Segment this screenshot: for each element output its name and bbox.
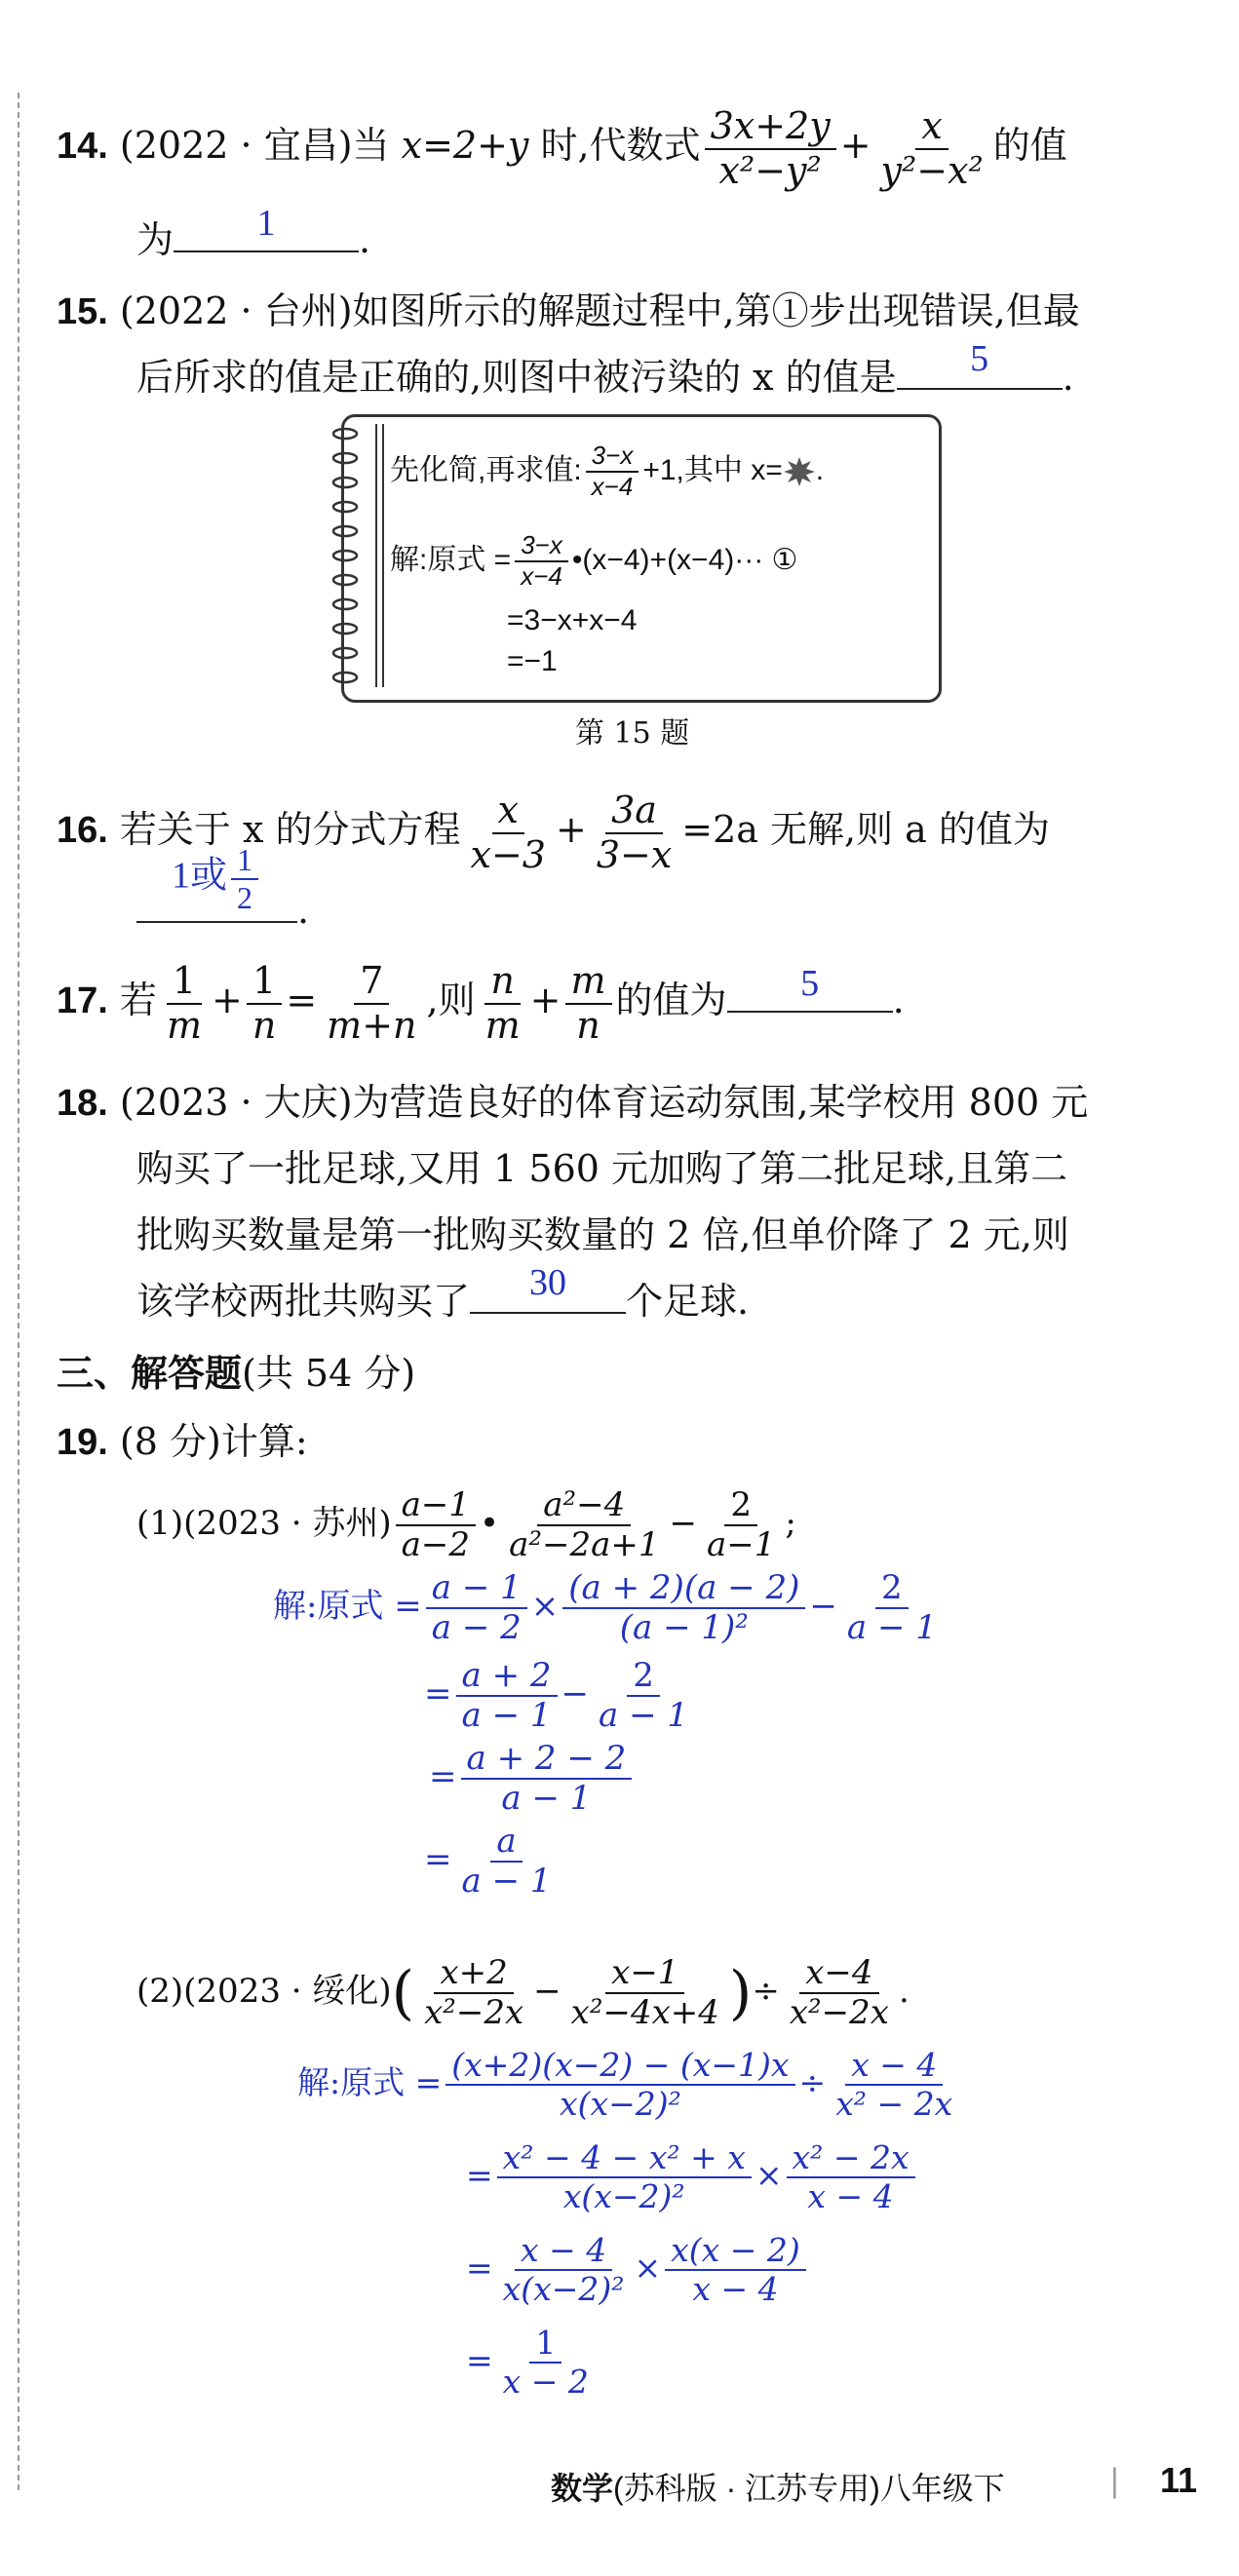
q14-condition: x=2+y	[401, 124, 529, 168]
question-number: 19.	[57, 1422, 108, 1463]
question-19	[57, 1411, 308, 1465]
q15-line2: 后所求的值是正确的,则图中被污染的 x 的值是 5 .	[136, 338, 1074, 399]
q14-text: 当	[352, 124, 390, 168]
answer-text: 1或 $\frac{1}{2}$	[136, 842, 297, 916]
q19-part2: (2)(2023 · 绥化)( $\frac{x+2}{\text{x²−2x}}$ − $\frac{x-1}{\text{x²−4x+4}}$ )÷ $\frac{x-4}{\text{x²−2x}}$ .	[136, 1953, 910, 2033]
question-14: 14. (2022 · 宜昌)当 x=2+y 时,代数式 $\frac{3x+2y}{\text{x²−y²}}$ + $\frac{x}{\text{y²−x²}}$ 的值	[57, 104, 1067, 192]
answer-text: 30	[529, 1262, 567, 1303]
answer-blank	[470, 1262, 626, 1314]
ink-stain-icon	[783, 455, 816, 488]
question-15	[57, 281, 1080, 334]
q19-p2-step1: 解:原式 = $\frac{(x+2)(x-2) - (x-1)x}{\text{x(x−2)²}}$ ÷ $\frac{x - 4}{\text{x² − 2x}}$	[297, 2046, 953, 2123]
question-source: (2022 · 宜昌)	[119, 124, 353, 168]
q14-text-c: 的值	[992, 124, 1067, 168]
notebook-step: =3−x+x−4	[507, 604, 638, 636]
question-source: (2022 · 台州)	[119, 289, 353, 332]
q15-text: 如图所示的解题过程中,第①步出现错误,但最	[352, 289, 1080, 332]
q19-p2-step4: = $\frac{1}{x - 2}$	[466, 2324, 589, 2401]
question-number: 14.	[57, 126, 108, 168]
fraction: $\frac{x}{\text{y²−x²}}$	[880, 104, 984, 192]
left-margin-line	[18, 93, 19, 2490]
page-number: 11	[1160, 2460, 1198, 2500]
q14-line2: 为 1 .	[136, 203, 371, 261]
q19-p2-step3: = $\frac{x - 4}{\text{x(x−2)²}}$ × $\frac{x(x - 2)}{x - 4}$	[466, 2232, 810, 2308]
footer-separator: |	[1109, 2462, 1120, 2499]
notebook-inner-line	[382, 424, 384, 687]
answer-blank	[174, 203, 359, 252]
spiral-binding-icon	[331, 424, 359, 692]
q19-p1-step3: = $\frac{a + 2 - 2}{a - 1}$	[429, 1740, 636, 1818]
q16-text: 若关于 x 的分式方程	[119, 808, 461, 852]
question-number: 18.	[57, 1083, 108, 1124]
page-footer	[0, 2456, 1239, 2524]
q18-line3: 批购买数量是第一批购买数量的 2 倍,但单价降了 2 元,则	[136, 1213, 1069, 1256]
q19-head: (8 分)计算:	[119, 1420, 308, 1463]
q16-text-b: =2a 无解,则 a 的值为	[681, 808, 1050, 852]
question-number: 15.	[57, 291, 108, 332]
notebook-problem: 先化简,再求值: $\frac{3-x}{x-4}$ +1,其中 x= .	[390, 441, 825, 501]
q19-p1-step4: = $\frac{a}{a - 1}$	[424, 1822, 552, 1902]
q19-p2-step2: = $\frac{\text{x² − 4 − x² + x}}{\text{x(x−2)²}}$ × $\frac{\text{x² − 2x}}{x - 4}$	[466, 2139, 919, 2215]
answer-blank	[136, 842, 297, 923]
q18-line2: 购买了一批足球,又用 1 560 元加购了第二批足球,且第二	[136, 1147, 1068, 1190]
notebook-solution: 解:原式 = $\frac{3-x}{x-4}$ •(x−4)+(x−4)··· ①	[390, 530, 798, 591]
q16-line2: 1或 $\frac{1}{2}$ .	[136, 848, 309, 932]
q18-line4: 该学校两批共购买了 30 个足球.	[136, 1262, 750, 1323]
q19-p1-step1: 解:原式 = $\frac{a - 1}{a - 2}$ × $\frac{(a + 2)(a - 2)}{\text{(a − 1)²}}$ − $\frac{2}{a - 1}$	[273, 1568, 937, 1648]
notebook-inner-line	[375, 424, 377, 687]
q19-p1-step2: = $\frac{a + 2}{a - 1}$ − $\frac{2}{a - 1}$	[424, 1656, 689, 1736]
q18-line1: (2023 · 大庆)为营造良好的体育运动氛围,某学校用 800 元	[119, 1081, 1089, 1124]
fraction: $\frac{3x+2y}{\text{x²−y²}}$	[705, 105, 836, 192]
answer-blank	[727, 963, 893, 1013]
question-17: 17. 若 $\frac{1}{m}$ + $\frac{1}{n}$ = $\frac{7}{m+n}$ ,则 $\frac{n}{m}$ + $\frac{m}{n}$ 的值为 5 .	[57, 959, 905, 1047]
figure-caption: 第 15 题	[575, 716, 690, 750]
answer-text: 5	[970, 338, 989, 379]
answer-blank	[897, 338, 1063, 390]
question-number: 16.	[57, 810, 108, 852]
q19-part1: (1)(2023 · 苏州) $\frac{a-1}{a-2}$ • $\frac{\text{a²−4}}{\text{a²−2a+1}}$ − $\frac{2}{a-1}$ ;	[136, 1485, 796, 1565]
notebook-step: =−1	[507, 645, 558, 677]
answer-text: 1	[256, 203, 276, 244]
section-heading: 三、解答题(共 54 分)	[57, 1352, 416, 1395]
question-number: 17.	[57, 980, 108, 1022]
footer-book-title: 数学(苏科版 · 江苏专用)八年级下	[551, 2471, 1005, 2506]
question-16: 16. 若关于 x 的分式方程 $\frac{x}{x-3}$ + $\frac{3a}{3-x}$ =2a 无解,则 a 的值为	[57, 788, 1050, 876]
answer-text: 5	[800, 963, 820, 1005]
q14-text-b: 时,代数式	[540, 124, 701, 168]
question-18	[57, 1072, 1088, 1126]
